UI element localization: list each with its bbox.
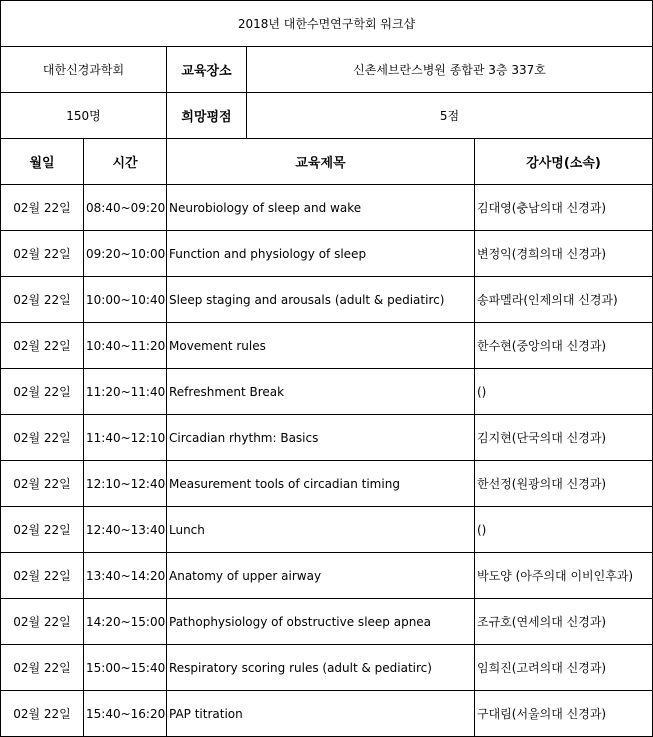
venue-label: 교육장소 <box>167 47 247 93</box>
table-row <box>1 369 653 415</box>
row-date: 02월 22일 <box>1 415 84 461</box>
venue: 신촌세브란스병원 종합관 3층 337호 <box>247 47 653 93</box>
capacity: 150명 <box>1 93 167 139</box>
organizer: 대한신경과학회 <box>1 47 167 93</box>
row-time: 12:10~12:40 <box>84 461 167 507</box>
info-row-venue <box>1 47 653 93</box>
row-date: 02월 22일 <box>1 691 84 737</box>
row-date: 02월 22일 <box>1 599 84 645</box>
row-time: 11:20~11:40 <box>84 369 167 415</box>
row-time: 14:20~15:00 <box>84 599 167 645</box>
row-topic: Circadian rhythm: Basics <box>167 415 475 461</box>
table-row <box>1 231 653 277</box>
info-row-capacity <box>1 93 653 139</box>
row-topic: PAP titration <box>167 691 475 737</box>
table-row <box>1 645 653 691</box>
row-speaker: 한수현(중앙의대 신경과) <box>475 323 653 369</box>
row-topic: Measurement tools of circadian timing <box>167 461 475 507</box>
row-time: 15:00~15:40 <box>84 645 167 691</box>
points: 5점 <box>247 93 653 139</box>
page-title: 2018년 대한수면연구학회 워크샵 <box>1 1 653 47</box>
table-row <box>1 415 653 461</box>
row-topic: Movement rules <box>167 323 475 369</box>
row-topic: Pathophysiology of obstructive sleep apnea <box>167 599 475 645</box>
row-date: 02월 22일 <box>1 645 84 691</box>
row-time: 13:40~14:20 <box>84 553 167 599</box>
table-row <box>1 507 653 553</box>
row-topic: Neurobiology of sleep and wake <box>167 185 475 231</box>
row-time: 10:00~10:40 <box>84 277 167 323</box>
row-date: 02월 22일 <box>1 461 84 507</box>
row-speaker: () <box>475 507 653 553</box>
header-topic: 교육제목 <box>167 139 475 185</box>
row-date: 02월 22일 <box>1 185 84 231</box>
header-date: 월일 <box>1 139 84 185</box>
row-speaker: 박도양 (아주의대 이비인후과) <box>475 553 653 599</box>
row-time: 11:40~12:10 <box>84 415 167 461</box>
row-speaker: 송파멜라(인제의대 신경과) <box>475 277 653 323</box>
row-date: 02월 22일 <box>1 231 84 277</box>
row-time: 08:40~09:20 <box>84 185 167 231</box>
row-topic: Anatomy of upper airway <box>167 553 475 599</box>
row-time: 10:40~11:20 <box>84 323 167 369</box>
row-topic: Function and physiology of sleep <box>167 231 475 277</box>
row-date: 02월 22일 <box>1 323 84 369</box>
row-topic: Sleep staging and arousals (adult & pediatirc) <box>167 277 475 323</box>
row-date: 02월 22일 <box>1 277 84 323</box>
row-date: 02월 22일 <box>1 553 84 599</box>
table-row <box>1 461 653 507</box>
row-speaker: 변정익(경희의대 신경과) <box>475 231 653 277</box>
table-row <box>1 691 653 737</box>
row-speaker: 구대림(서울의대 신경과) <box>475 691 653 737</box>
row-speaker: 김대영(충남의대 신경과) <box>475 185 653 231</box>
header-time: 시간 <box>84 139 167 185</box>
row-speaker: 김지현(단국의대 신경과) <box>475 415 653 461</box>
table-row <box>1 599 653 645</box>
points-label: 희망평점 <box>167 93 247 139</box>
row-speaker: 임희진(고려의대 신경과) <box>475 645 653 691</box>
header-speaker: 강사명(소속) <box>475 139 653 185</box>
row-time: 15:40~16:20 <box>84 691 167 737</box>
row-topic: Refreshment Break <box>167 369 475 415</box>
row-topic: Lunch <box>167 507 475 553</box>
row-time: 12:40~13:40 <box>84 507 167 553</box>
title-row <box>1 1 653 47</box>
row-speaker: 한선정(원광의대 신경과) <box>475 461 653 507</box>
schedule-body <box>1 185 653 737</box>
row-time: 09:20~10:00 <box>84 231 167 277</box>
table-row <box>1 553 653 599</box>
table-row <box>1 277 653 323</box>
row-speaker: 조규호(연세의대 신경과) <box>475 599 653 645</box>
table-row <box>1 185 653 231</box>
row-date: 02월 22일 <box>1 369 84 415</box>
row-date: 02월 22일 <box>1 507 84 553</box>
row-speaker: () <box>475 369 653 415</box>
table-row <box>1 323 653 369</box>
header-row <box>1 139 653 185</box>
row-topic: Respiratory scoring rules (adult & pediatirc) <box>167 645 475 691</box>
